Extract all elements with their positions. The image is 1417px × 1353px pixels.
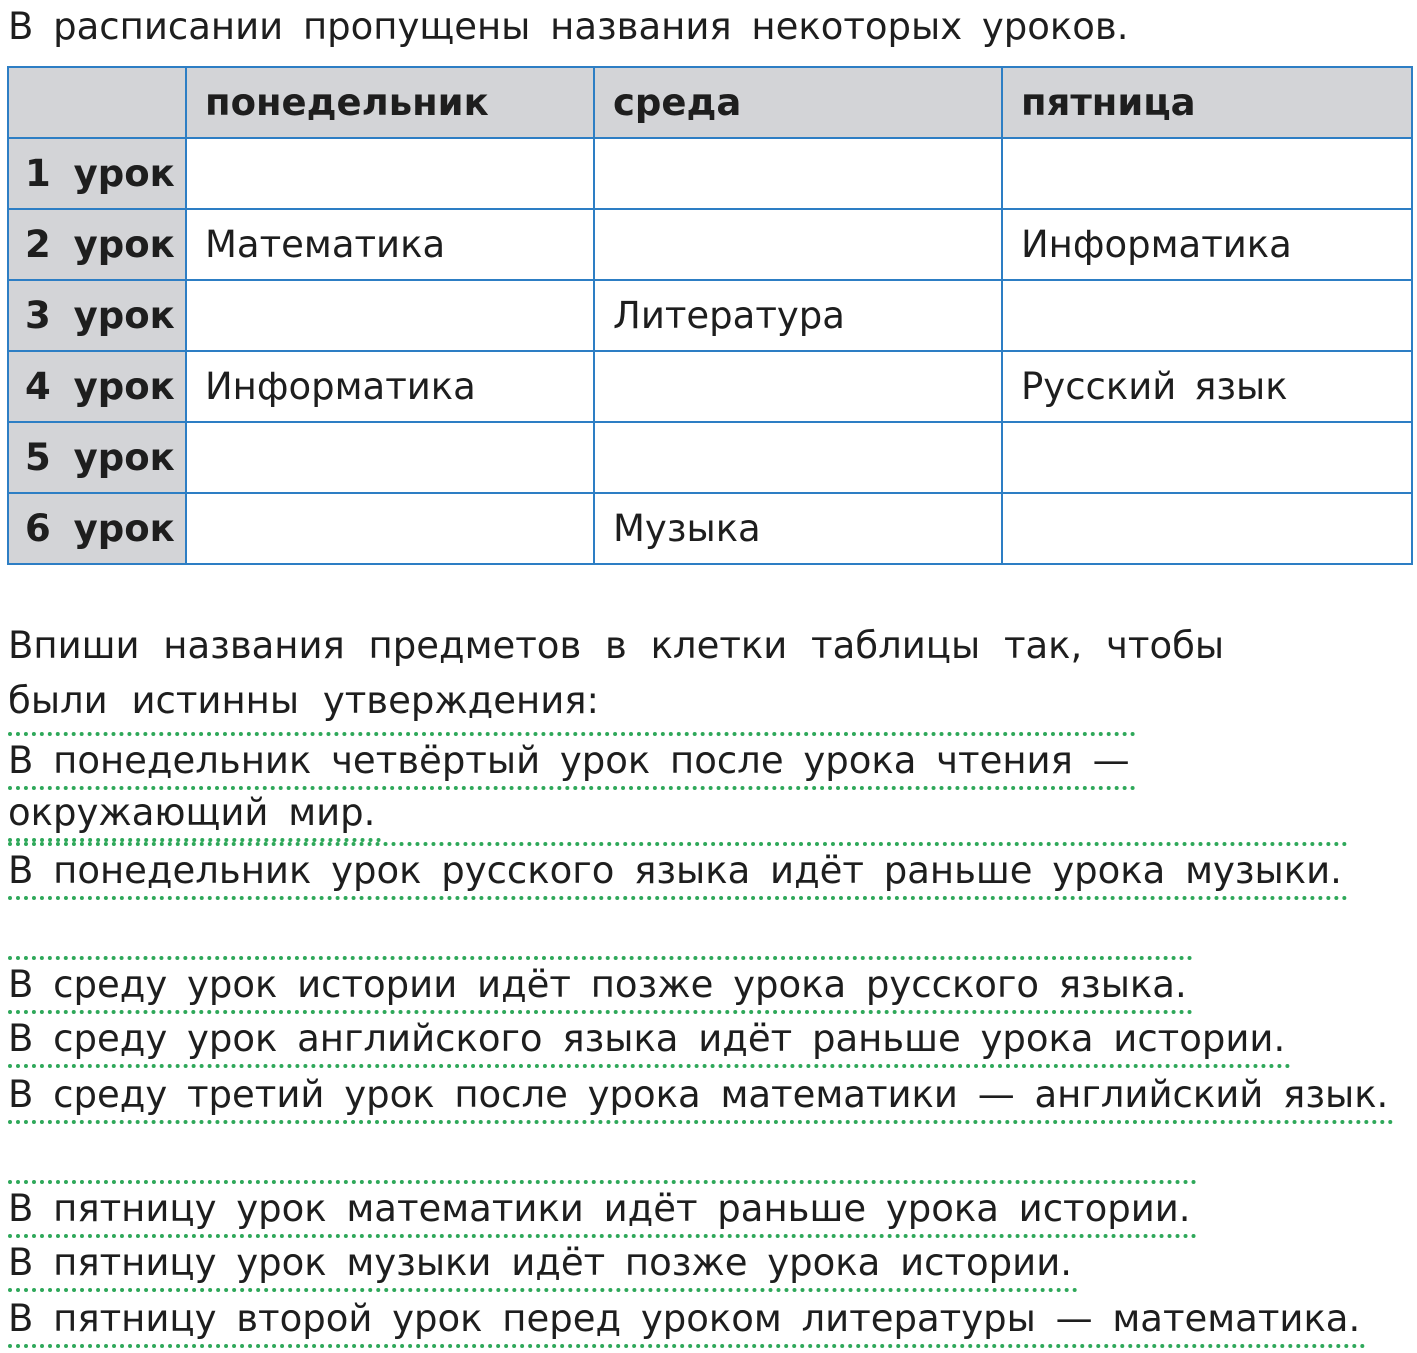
schedule-cell: Литература [594,280,1002,351]
lesson-label: 2 урок [8,209,186,280]
schedule-cell: Музыка [594,493,1002,564]
table-row [8,209,1412,280]
task-instruction: Впиши названия предметов в клетки таблицы так, чтобы были истинны утверждения: [8,624,1225,722]
statement-monday-3: В понедельник урок русского языка идёт раньше урока музыки. [8,842,1348,900]
lesson-label: 5 урок [8,422,186,493]
statement-monday-1: В понедельник четвёртый урок после урока чтения — [8,732,1136,790]
statement-friday-1: В пятницу урок математики идёт раньше урока истории. [8,1180,1197,1238]
schedule-cell[interactable] [186,422,594,493]
table-row [8,138,1412,209]
schedule-cell[interactable] [186,138,594,209]
table-row [8,280,1412,351]
schedule-cell[interactable] [594,422,1002,493]
schedule-cell: Информатика [186,351,594,422]
statement-friday-2: В пятницу урок музыки идёт позже урока истории. [8,1238,1078,1292]
schedule-cell[interactable] [1002,422,1412,493]
lesson-label: 6 урок [8,493,186,564]
table-header-row [8,67,1412,138]
statement-wednesday-1: В среду урок истории идёт позже урока русского языка. [8,956,1193,1014]
header-wednesday: среда [594,67,1002,138]
schedule-cell[interactable] [186,493,594,564]
header-monday: понедельник [186,67,594,138]
statement-wednesday-2: В среду урок английского языка идёт раньше урока истории. [8,1014,1291,1068]
statement-wednesday-3: В среду третий урок после урока математики — английский язык. [8,1070,1394,1124]
table-row [8,493,1412,564]
schedule-cell: Русский язык [1002,351,1412,422]
schedule-cell[interactable] [594,138,1002,209]
statement-monday-2: окружающий мир. [8,788,381,842]
schedule-cell[interactable] [594,209,1002,280]
schedule-cell[interactable] [1002,280,1412,351]
table-row [8,422,1412,493]
schedule-table [7,66,1413,565]
lesson-label: 1 урок [8,138,186,209]
schedule-cell: Информатика [1002,209,1412,280]
schedule-cell[interactable] [186,280,594,351]
table-row [8,351,1412,422]
schedule-cell: Математика [186,209,594,280]
header-friday: пятница [1002,67,1412,138]
task-intro: В расписании пропущены названия некоторых уроков. [8,5,1129,48]
lesson-label: 4 урок [8,351,186,422]
schedule-cell[interactable] [1002,138,1412,209]
statement-friday-3: В пятницу второй урок перед уроком литературы — математика. [8,1294,1366,1348]
schedule-cell[interactable] [594,351,1002,422]
schedule-cell[interactable] [1002,493,1412,564]
lesson-label: 3 урок [8,280,186,351]
corner-cell [8,67,186,138]
